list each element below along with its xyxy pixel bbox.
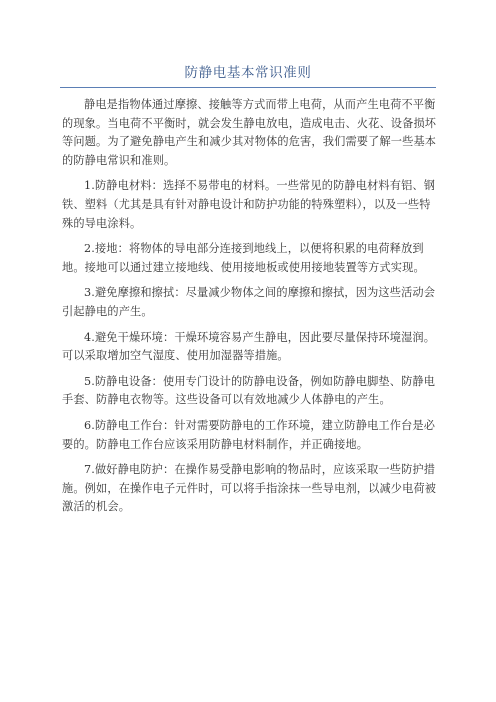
intro-paragraph: 静电是指物体通过摩擦、接触等方式而带上电荷，从而产生电荷不平衡的现象。当电荷不平衡时，就会发生静电放电，造成电击、火花、设备损坏等问题。为了避免静电产生和减少其对物体的危害，我们需要了解一些基本的防静电常识和准则。 (62, 98, 437, 167)
paragraph-avoid-dry-environment: 4.避免干燥环境：干燥环境容易产生静电，因此要尽量保持环境湿润。可以采取增加空气湿度、使用加湿器等措施。 (62, 330, 436, 363)
title-underline (60, 87, 436, 88)
document-body (62, 96, 440, 524)
paragraph-antistatic-workbench: 6.防静电工作台：针对需要防静电的工作环境，建立防静电工作台是必要的。防静电工作台应该采用防静电材料制作，并正确接地。 (62, 418, 436, 451)
paragraph-antistatic-equipment: 5.防静电设备：使用专门设计的防静电设备，例如防静电脚垫、防静电手套、防静电衣物等。这些设备可以有效地减少人体静电的产生。 (62, 374, 436, 407)
paragraph-grounding: 2.接地：将物体的导电部分连接到地线上，以便将积累的电荷释放到地。接地可以通过建立接地线、使用接地板或使用接地装置等方式实现。 (62, 242, 425, 274)
document-title: 防静电基本常识准则 (184, 65, 312, 81)
paragraph-antistatic-materials: 1.防静电材料：选择不易带电的材料。一些常见的防静电材料有铝、钢铁、塑料（尤其是具有针对静电设计和防护功能的特殊塑料），以及一些特殊的导电涂料。 (62, 179, 436, 230)
paragraph-avoid-friction: 3.避免摩擦和擦拭：尽量减少物体之间的摩擦和擦拭，因为这些活动会引起静电的产生。 (62, 286, 436, 318)
paragraph-static-protection: 7.做好静电防护：在操作易受静电影响的物品时，应该采取一些防护措施。例如，在操作电子元件时，可以将手指涂抹一些导电剂，以减少电荷被激活的机会。 (62, 463, 437, 514)
